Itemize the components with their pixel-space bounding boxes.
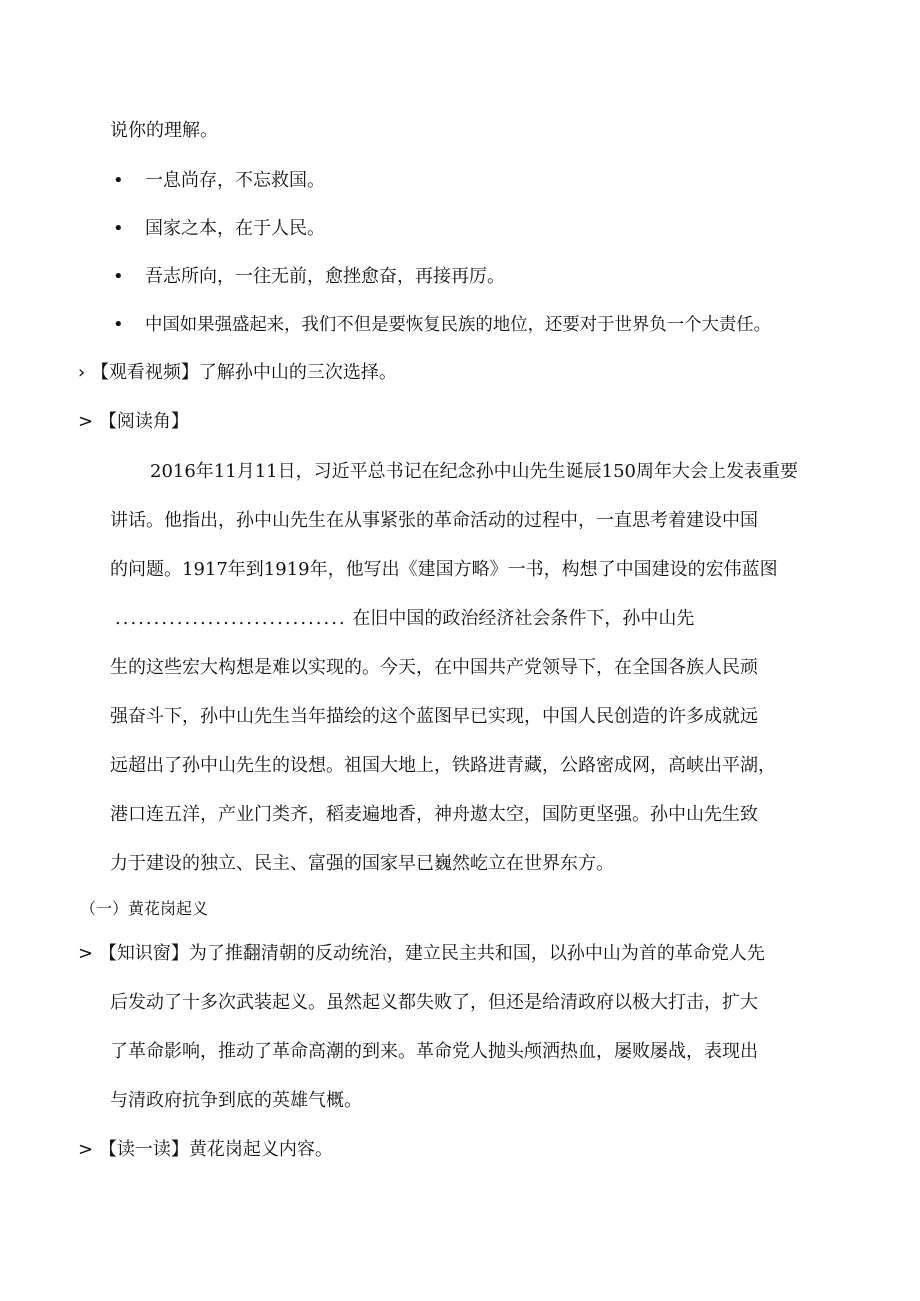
- bullet-marker: •: [113, 314, 124, 335]
- reading-line: 强奋斗下，孙中山先生当年描绘的这个蓝图早已实现，中国人民创造的许多成就远: [110, 706, 758, 727]
- video-text: 【观看视频】了解孙中山的三次选择。: [90, 362, 397, 383]
- ellipsis-dots: ..............................: [115, 608, 347, 629]
- bullet-marker: •: [113, 218, 124, 239]
- arrow-marker-icon: >: [78, 943, 94, 964]
- reading-line: 力于建设的独立、民主、富强的国家早已巍然屹立在世界东方。: [110, 853, 614, 874]
- read-one-line: [78, 1139, 333, 1161]
- chevron-right-icon: ›: [78, 362, 86, 383]
- knowledge-first-line: [78, 943, 765, 965]
- video-line: [78, 362, 397, 384]
- reading-heading: [78, 411, 189, 433]
- reading-ellipsis-line: [115, 608, 694, 630]
- reading-line: 生的这些宏大构想是难以实现的。今天，在中国共产党领导下，在全国各族人民顽: [110, 657, 758, 678]
- read-one-text: 【读一读】黄花岗起义内容。: [98, 1139, 333, 1160]
- knowledge-line: 了革命影响，推动了革命高潮的到来。革命党人抛头颅洒热血，屡败屡战，表现出: [110, 1041, 758, 1062]
- intro-text: 说你的理解。: [110, 120, 218, 141]
- reading-line: 的问题。1917年到1919年，他写出《建国方略》一书，构想了中国建设的宏伟蓝图: [110, 559, 778, 580]
- reading-line: 远超出了孙中山先生的设想。祖国大地上，铁路进青藏，公路密成网，高峡出平湖，: [110, 755, 776, 776]
- reading-line: 讲话。他指出，孙中山先生在从事紧张的革命活动的过程中，一直思考着建设中国: [110, 510, 758, 531]
- reading-title: 【阅读角】: [98, 411, 189, 432]
- reading-line: 2016年11月11日，习近平总书记在纪念孙中山先生诞辰150周年大会上发表重要: [150, 461, 798, 482]
- section-title: （一）黄花岗起义: [80, 899, 209, 918]
- arrow-marker-icon: >: [78, 411, 94, 432]
- bullet-item: 一息尚存，不忘救国。: [145, 170, 325, 191]
- reading-line-part: 在旧中国的政治经济社会条件下，孙中山先: [352, 608, 695, 629]
- arrow-marker-icon: >: [78, 1139, 94, 1160]
- bullet-item: 中国如果强盛起来，我们不但是要恢复民族的地位，还要对于世界负一个大责任。: [145, 315, 772, 335]
- bullet-marker: •: [113, 170, 124, 191]
- bullet-marker: •: [113, 266, 124, 287]
- knowledge-line: 与清政府抗争到底的英雄气概。: [110, 1090, 362, 1111]
- bullet-item: 吾志所向，一往无前，愈挫愈奋，再接再厉。: [145, 266, 505, 287]
- knowledge-text: 【知识窗】为了推翻清朝的反动统治，建立民主共和国，以孙中山为首的革命党人先: [98, 943, 765, 964]
- reading-line: 港口连五洋，产业门类齐，稻麦遍地香，神舟遨太空，国防更坚强。孙中山先生致: [110, 804, 758, 825]
- bullet-item: 国家之本，在于人民。: [145, 218, 325, 239]
- knowledge-line: 后发动了十多次武装起义。虽然起义都失败了，但还是给清政府以极大打击，扩大: [110, 992, 758, 1013]
